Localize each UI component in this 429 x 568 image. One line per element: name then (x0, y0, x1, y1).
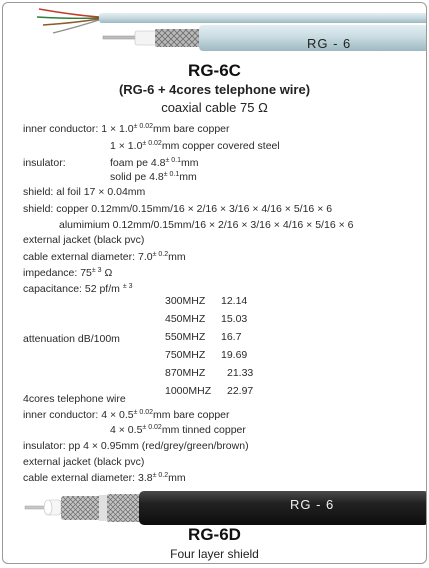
shield-copper-line: shield: copper 0.12mm/0.15mm/16 × 2/16 × 3/16 × 4/16 × 5/16 × 6 (23, 203, 333, 215)
rg6d-subtitle: Four layer shield (170, 547, 259, 561)
shield-aluminium-line: alumimium 0.12mm/0.15mm/16 × 2/16 × 3/16 × 4/16 × 5/16 × 6 (59, 219, 354, 231)
rg6d-cable-image (3, 487, 426, 529)
attenuation-frequency: 550MHZ (165, 331, 206, 343)
attenuation-label: attenuation dB/100m (23, 333, 120, 345)
solid-pe-line: solid pe $4.8^{\pm 0.1}mm$ (110, 171, 197, 183)
ohm-symbol: Ω (258, 100, 268, 115)
attenuation-value: 12.14 (221, 295, 248, 307)
insulator-label: insulator: (23, 157, 66, 169)
cable-diameter-line-2: cable external diameter: $3.8^{\pm 0.2}mm$ (23, 472, 186, 484)
capacitance-line: capacitance: 52 pf/m $^{\pm 3}$ (23, 283, 133, 295)
attenuation-value: 22.97 (227, 385, 254, 397)
attenuation-value: 16.7 (221, 331, 242, 343)
external-jacket-line-2: external jacket (black pvc) (23, 456, 145, 468)
attenuation-value: 15.03 (221, 313, 248, 325)
dielectric-end (44, 500, 52, 515)
attenuation-frequency: 870MHZ (165, 367, 206, 379)
impedance-line: impedance: $75^{\pm 3}$ Ω (23, 267, 113, 279)
rg6d-title: RG-6D (188, 525, 241, 544)
attenuation-value: 21.33 (227, 367, 254, 379)
telephone-inner-line-2: $4 \times 0.5^{\pm 0.02}mm$ tinned copper (110, 424, 246, 436)
attenuation-frequency: 1000MHZ (165, 385, 212, 397)
rg6c-subtitle: (RG-6 + 4cores telephone wire) (118, 82, 311, 97)
outer-braid (107, 494, 141, 522)
phone-cable-jacket (99, 13, 426, 23)
telephone-insulator-line: insulator: pp 4 × 0.95mm (red/grey/green/brown) (23, 440, 249, 452)
red-wire (39, 9, 99, 17)
cable-diameter-line-1: cable external diameter: $7.0^{\pm 0.2}mm$ (23, 251, 186, 263)
black-jacket (139, 491, 426, 525)
attenuation-frequency: 300MHZ (165, 295, 206, 307)
green-wire (37, 17, 99, 18)
inner-conductor-line-2: $1 \times 1.0^{\pm 0.02}mm$ copper covered steel (110, 140, 280, 152)
center-conductor (103, 36, 137, 39)
shield-foil-line: shield: al foil 17 × 0.04mm (23, 186, 146, 198)
inner-conductor-line-1: inner conductor: $1 \times 1.0^{\pm 0.02}mm$ bare copper (23, 123, 230, 135)
telephone-wire-title: 4cores telephone wire (23, 393, 126, 405)
external-jacket-line-1: external jacket (black pvc) (23, 234, 145, 246)
rg6c-cable-image (3, 3, 426, 63)
attenuation-value: 19.69 (221, 349, 248, 361)
coax-text: coaxial cable 75 (161, 100, 255, 115)
product-sheet (2, 2, 427, 564)
braid-shield (155, 29, 201, 47)
braid-shield (61, 496, 101, 520)
top-cable-label: RG - 6 (307, 36, 352, 51)
telephone-inner-line-1: inner conductor: $4 \times 0.5^{\pm 0.02}mm$ bare copper (23, 409, 230, 421)
bottom-cable-label: RG - 6 (290, 497, 335, 512)
rg6c-title: RG-6C (188, 61, 241, 80)
coax-description (3, 100, 426, 115)
attenuation-frequency: 750MHZ (165, 349, 206, 361)
attenuation-frequency: 450MHZ (165, 313, 206, 325)
dielectric (135, 31, 157, 45)
foam-pe-line: foam pe $4.8^{\pm 0.1}mm$ (110, 157, 199, 169)
